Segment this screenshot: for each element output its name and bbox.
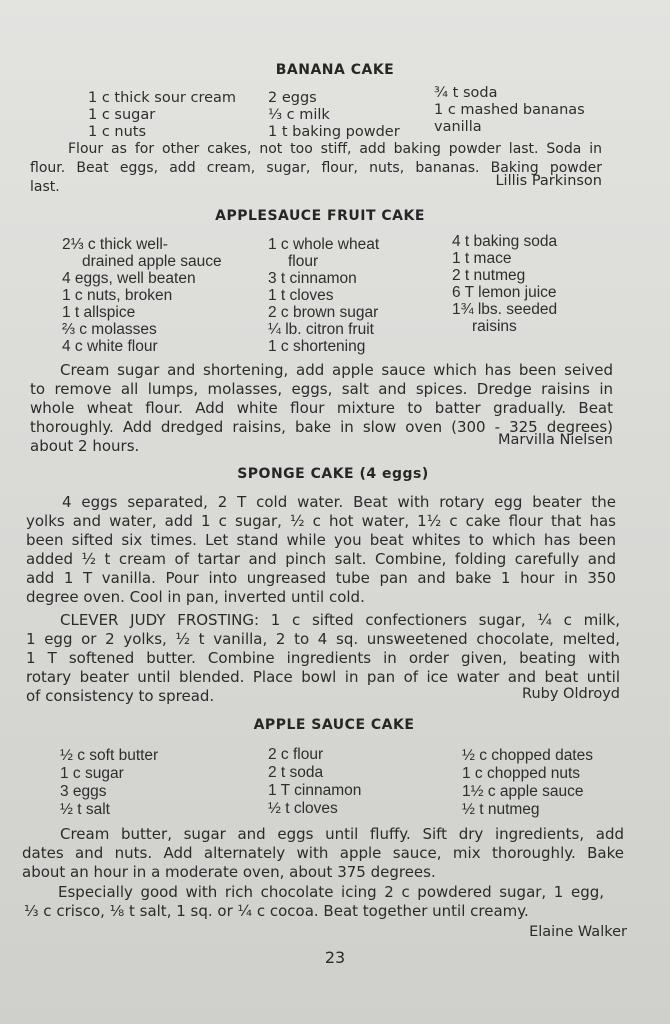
icing-instructions — [24, 883, 604, 921]
ingredient: 1 c shortening — [268, 338, 366, 355]
instructions-sponge-cake — [26, 493, 616, 607]
ingredient: 2 c brown sugar — [268, 304, 379, 321]
ingredients-col-1 — [62, 236, 222, 355]
ingredients-col-1 — [88, 90, 236, 141]
ingredient: 1 c nuts, broken — [62, 287, 173, 304]
ingredient: 2 t soda — [268, 764, 324, 781]
ingredient: 1 c sugar — [60, 765, 124, 782]
instruction-line: added ½ t cream of tartar and pinch salt. Combine, folding carefully and — [26, 550, 616, 568]
ingredient: 3 t cinnamon — [268, 270, 357, 287]
ingredient: 2 c flour — [268, 746, 324, 763]
ingredient: 1 t baking powder — [268, 124, 400, 140]
ingredient: 4 c white flour — [62, 338, 158, 355]
recipe-title-applesauce-fruit-cake: APPLESAUCE FRUIT CAKE — [215, 208, 425, 224]
ingredient: 6 T lemon juice — [452, 284, 557, 301]
instruction-line: CLEVER JUDY FROSTING: 1 c sifted confectioners sugar, ¼ c milk, — [60, 611, 620, 629]
instruction-line: Flour as for other cakes, not too stiff, add baking powder last. Soda in — [68, 141, 602, 157]
instruction-line: Cream butter, sugar and eggs until fluffy. Sift dry ingredients, add — [60, 825, 624, 843]
ingredient: ½ c soft butter — [60, 747, 159, 764]
recipe-title-sponge-cake: SPONGE CAKE (4 eggs) — [237, 466, 429, 482]
ingredient: ¾ t soda — [434, 85, 498, 101]
ingredients-col-2 — [268, 236, 379, 355]
ingredient: ¼ lb. citron fruit — [268, 321, 374, 338]
instruction-line: been sifted six times. Let stand while you beat whites to which has been — [26, 531, 616, 549]
ingredients-col-3 — [434, 85, 585, 136]
ingredient: 2 eggs — [268, 90, 317, 106]
recipe-title-banana-cake: BANANA CAKE — [275, 62, 395, 78]
ingredient: 1 c mashed bananas — [434, 102, 585, 118]
ingredient: ⅓ c milk — [268, 107, 330, 123]
author-banana-cake: Lillis Parkinson — [495, 173, 602, 189]
ingredient: flour — [288, 253, 319, 270]
instruction-line: last. — [30, 179, 60, 195]
ingredient: 4 t baking soda — [452, 233, 558, 250]
ingredient: ½ c chopped dates — [462, 747, 593, 764]
instruction-line: degree oven. Cool in pan, inverted until cold. — [26, 588, 365, 606]
ingredient: 1 t allspice — [62, 304, 136, 321]
ingredient: 4 eggs, well beaten — [62, 270, 196, 287]
ingredient: 1 t mace — [452, 250, 512, 267]
ingredient: 1 T cinnamon — [268, 782, 362, 799]
ingredient: ½ t salt — [60, 801, 110, 818]
ingredients-col-3 — [462, 747, 593, 819]
author-sponge-cake: Ruby Oldroyd — [522, 686, 620, 702]
ingredient: 1 c nuts — [88, 124, 147, 140]
ingredient: 1 c thick sour cream — [88, 90, 237, 106]
ingredient: 1 c sugar — [88, 107, 156, 123]
page-number: 23 — [324, 948, 346, 967]
instruction-line: whole wheat flour. Add white flour mixture to batter gradually. Beat — [30, 399, 613, 417]
ingredient: ½ t nutmeg — [462, 801, 540, 818]
ingredient: 1 t cloves — [268, 287, 334, 304]
instruction-line: flour. Beat eggs, add cream, sugar, flour, nuts, bananas. Baking powder — [30, 160, 602, 176]
ingredient: drained apple sauce — [82, 253, 222, 270]
ingredient: ⅔ c molasses — [62, 321, 157, 338]
ingredient: raisins — [472, 318, 517, 335]
instruction-line: Cream sugar and shortening, add apple sauce which has been seived — [60, 361, 613, 379]
ingredient: 1½ c apple sauce — [462, 783, 584, 800]
ingredient: 2⅓ c thick well- — [62, 236, 168, 253]
instruction-line: rotary beater until blended. Place bowl in pan of ice water and beat until — [26, 668, 620, 686]
author-apple-sauce-cake: Elaine Walker — [529, 924, 627, 940]
instruction-line: 4 eggs separated, 2 T cold water. Beat with rotary egg beater the — [62, 493, 616, 511]
instruction-line: ⅓ c crisco, ⅛ t salt, 1 sq. or ¼ c cocoa. Beat together until creamy. — [24, 902, 529, 920]
recipe-title-apple-sauce-cake: APPLE SAUCE CAKE — [253, 717, 415, 733]
ingredient: vanilla — [434, 119, 482, 135]
ingredient: 1¾ lbs. seeded — [452, 301, 558, 318]
instruction-line: to remove all lumps, molasses, eggs, salt and spices. Dredge raisins in — [30, 380, 613, 398]
instruction-line: about an hour in a moderate oven, about 375 degrees. — [22, 863, 436, 881]
ingredients-col-3 — [452, 233, 557, 335]
instruction-line: about 2 hours. — [30, 437, 140, 455]
ingredient: 3 eggs — [60, 783, 107, 800]
ingredient: 1 c chopped nuts — [462, 765, 581, 782]
instruction-line: yolks and water, add 1 c sugar, ½ c hot water, 1½ c cake flour that has — [26, 512, 616, 530]
ingredient: ½ t cloves — [268, 800, 338, 817]
ingredient: 2 t nutmeg — [452, 267, 526, 284]
ingredients-col-1 — [60, 747, 158, 819]
instruction-line: 1 T softened butter. Combine ingredients in order given, beating with — [26, 649, 620, 667]
instructions-apple-sauce-cake — [22, 825, 624, 882]
instruction-line: dates and nuts. Add alternately with apple sauce, mix thoroughly. Bake — [22, 844, 624, 862]
instruction-line: Especially good with rich chocolate icing 2 c powdered sugar, 1 egg, — [58, 883, 604, 901]
author-applesauce-fruit-cake: Marvilla Nielsen — [497, 432, 613, 448]
instruction-line: add 1 T vanilla. Pour into ungreased tube pan and bake 1 hour in 350 — [26, 569, 616, 587]
ingredients-col-2 — [268, 746, 361, 818]
ingredient: 1 c whole wheat — [268, 236, 380, 253]
instruction-line: of consistency to spread. — [26, 687, 215, 705]
instruction-line: 1 egg or 2 yolks, ½ t vanilla, 2 to 4 sq. unsweetened chocolate, melted, — [26, 630, 620, 648]
instruction-line: thoroughly. Add dredged raisins, bake in slow oven (300 - 325 degrees) — [30, 418, 613, 436]
ingredients-col-2 — [268, 90, 400, 141]
